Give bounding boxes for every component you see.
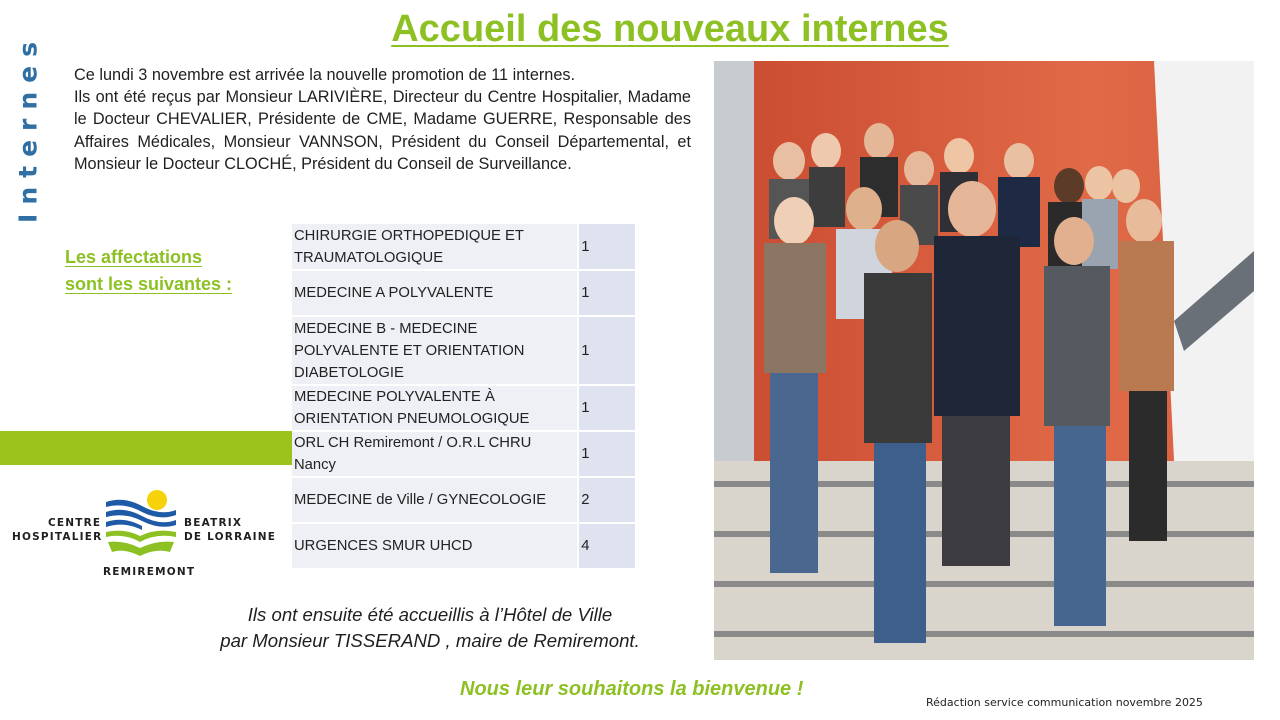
group-photo-image xyxy=(714,61,1254,660)
logo-text-remiremont: REMIREMONT xyxy=(103,566,196,578)
count-cell: 1 xyxy=(578,316,635,385)
service-cell: ORL CH Remiremont / O.R.L CHRU Nancy xyxy=(292,431,578,477)
table-row xyxy=(292,385,635,431)
welcome-message: Nous leur souhaitons la bienvenue ! xyxy=(460,678,804,700)
group-photo xyxy=(714,61,1254,660)
service-cell: MEDECINE de Ville / GYNECOLOGIE xyxy=(292,477,578,523)
affectations-heading-line-1: Les affectations xyxy=(65,247,203,267)
count-cell: 1 xyxy=(578,431,635,477)
hospital-logo-emblem xyxy=(104,488,178,564)
side-label-text: Internes xyxy=(13,33,43,223)
count-cell: 4 xyxy=(578,523,635,569)
affectations-heading xyxy=(65,244,232,298)
hotel-de-ville-text xyxy=(180,602,680,654)
logo-text-hospitalier: HOSPITALIER xyxy=(12,531,103,543)
intro-paragraph: Ils ont été reçus par Monsieur LARIVIÈRE, Directeur du Centre Hospitalier, Madame le Docteur CHEVALIER, Présidente de CME, Madame GUERRE, Responsable des Affaires Médicales, Monsieur VANNSON, Président du Conseil Départemental, et Monsieur le Docteur CLOCHÉ, Président du Conseil de Surveillance. xyxy=(74,88,691,173)
affectations-heading-line-2: sont les suivantes : xyxy=(65,274,233,294)
count-cell: 1 xyxy=(578,270,635,316)
service-cell: URGENCES SMUR UHCD xyxy=(292,523,578,569)
table-row xyxy=(292,270,635,316)
count-cell: 1 xyxy=(578,385,635,431)
table-row xyxy=(292,224,635,270)
logo-text-beatrix: BEATRIX xyxy=(184,517,243,529)
side-label xyxy=(8,28,48,228)
count-cell: 1 xyxy=(578,224,635,270)
page-title: Accueil des nouveaux internes xyxy=(391,8,949,50)
intro-line-1: Ce lundi 3 novembre est arrivée la nouvelle promotion de 11 internes. xyxy=(74,66,576,84)
count-cell: 2 xyxy=(578,477,635,523)
logo-text-centre: CENTRE xyxy=(48,517,102,529)
intro-text xyxy=(74,64,691,175)
table-row xyxy=(292,523,635,569)
hotel-de-ville-line-2: par Monsieur TISSERAND , maire de Remiremont. xyxy=(220,630,640,651)
logo-text-de-lorraine: DE LORRAINE xyxy=(184,531,277,543)
service-cell: MEDECINE B - MEDECINE POLYVALENTE ET ORIENTATION DIABETOLOGIE xyxy=(292,316,578,385)
table-row xyxy=(292,477,635,523)
green-accent-bar xyxy=(0,431,292,465)
credit-line: Rédaction service communication novembre 2025 xyxy=(926,696,1203,709)
service-cell: MEDECINE POLYVALENTE À ORIENTATION PNEUMOLOGIQUE xyxy=(292,385,578,431)
affectations-table xyxy=(292,224,635,570)
table-row xyxy=(292,431,635,477)
service-cell: CHIRURGIE ORTHOPEDIQUE ET TRAUMATOLOGIQUE xyxy=(292,224,578,270)
table-row xyxy=(292,316,635,385)
service-cell: MEDECINE A POLYVALENTE xyxy=(292,270,578,316)
hotel-de-ville-line-1: Ils ont ensuite été accueillis à l’Hôtel de Ville xyxy=(247,604,613,625)
